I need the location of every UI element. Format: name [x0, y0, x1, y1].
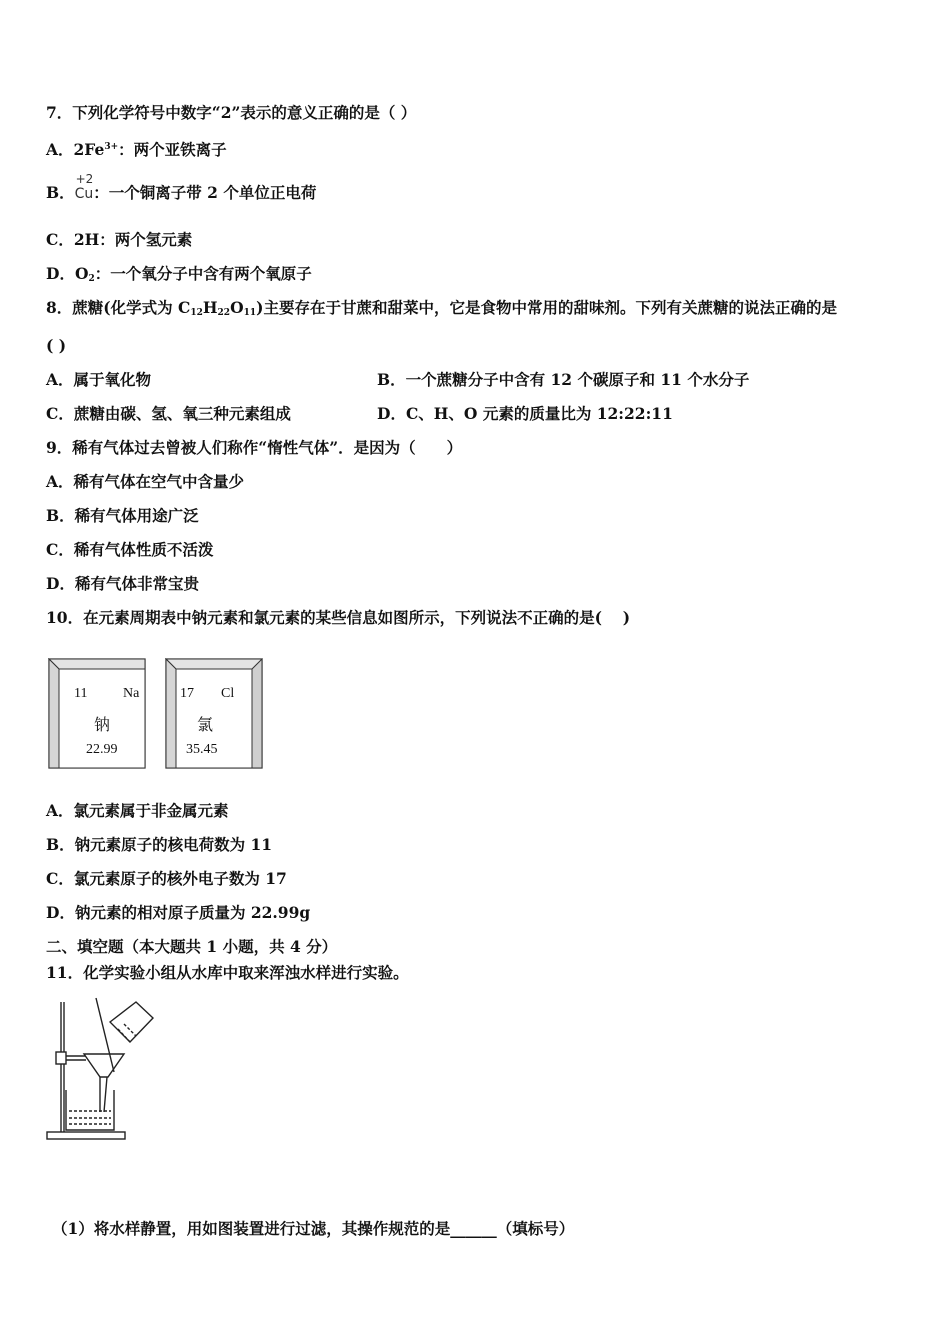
chlorine-atomic-mass: 35.45 [186, 742, 218, 757]
q10-option-a: A．氯元素属于非金属元素 [46, 801, 229, 820]
q7-option-b: B． +2 Cu：一个铜离子带 2 个单位正电荷 [46, 172, 317, 202]
element-tile-sodium [48, 658, 140, 766]
sodium-name: 钠 [94, 715, 111, 734]
q7-option-c: C．2H：两个氢元素 [46, 230, 193, 249]
q10-stem: 10．在元素周期表中钠元素和氯元素的某些信息如图所示，下列说法不正确的是( ) [46, 608, 631, 627]
q9-option-a: A．稀有气体在空气中含量少 [46, 472, 245, 491]
q8-option-b: B．一个蔗糖分子中含有 12 个碳原子和 11 个水分子 [377, 370, 750, 389]
q8-option-c: C．蔗糖由碳、氢、氧三种元素组成 [46, 404, 291, 423]
q8-stem: 8．蔗糖(化学式为 $C_{12}H_{22}O_{11}$)主要存在于甘蔗和甜菜中，它是食物中常用的甜味剂。下列有关蔗糖的说法正确的是 [46, 298, 837, 318]
chlorine-name: 氯 [197, 715, 214, 734]
q7-option-a: A．$2Fe^{3+}$：两个亚铁离子 [46, 140, 227, 159]
q9-option-d: D．稀有气体非常宝贵 [46, 574, 199, 593]
copper-ion-symbol: +2 Cu [74, 172, 94, 202]
q8-stem-cont: ( ) [46, 336, 67, 355]
sodium-atomic-number: 11 [74, 686, 88, 701]
q10-option-b: B．钠元素原子的核电荷数为 11 [46, 835, 273, 854]
q10-option-c: C．氯元素原子的核外电子数为 17 [46, 869, 287, 888]
q10-option-d: D．钠元素的相对原子质量为 22.99g [46, 903, 311, 922]
sodium-atomic-mass: 22.99 [86, 742, 118, 757]
q9-option-b: B．稀有气体用途广泛 [46, 506, 199, 525]
q7-option-d: D．$O_2$：一个氧分子中含有两个氧原子 [46, 264, 312, 284]
q9-option-c: C．稀有气体性质不活泼 [46, 540, 214, 559]
chlorine-atomic-number: 17 [180, 686, 194, 701]
filtration-apparatus-illustration [44, 994, 159, 1144]
section-heading-fill-in: 二、填空题（本大题共 1 小题，共 4 分） [46, 937, 338, 956]
q9-stem: 9．稀有气体过去曾被人们称作“惰性气体”．是因为（ ） [46, 438, 463, 457]
q8-option-a: A．属于氧化物 [46, 370, 152, 389]
chlorine-symbol: Cl [221, 686, 235, 701]
q11-stem: 11．化学实验小组从水库中取来浑浊水样进行实验。 [46, 963, 409, 982]
q7-stem: 7．下列化学符号中数字“2”表示的意义正确的是（ ） [46, 103, 417, 122]
q8-option-d: D．C、H、O 元素的质量比为 12:22:11 [377, 404, 673, 423]
q11-subquestion-1: （1）将水样静置，用如图装置进行过滤，其操作规范的是______（填标号） [52, 1219, 575, 1238]
sodium-symbol: Na [123, 686, 140, 701]
element-tile-chlorine [165, 658, 257, 766]
